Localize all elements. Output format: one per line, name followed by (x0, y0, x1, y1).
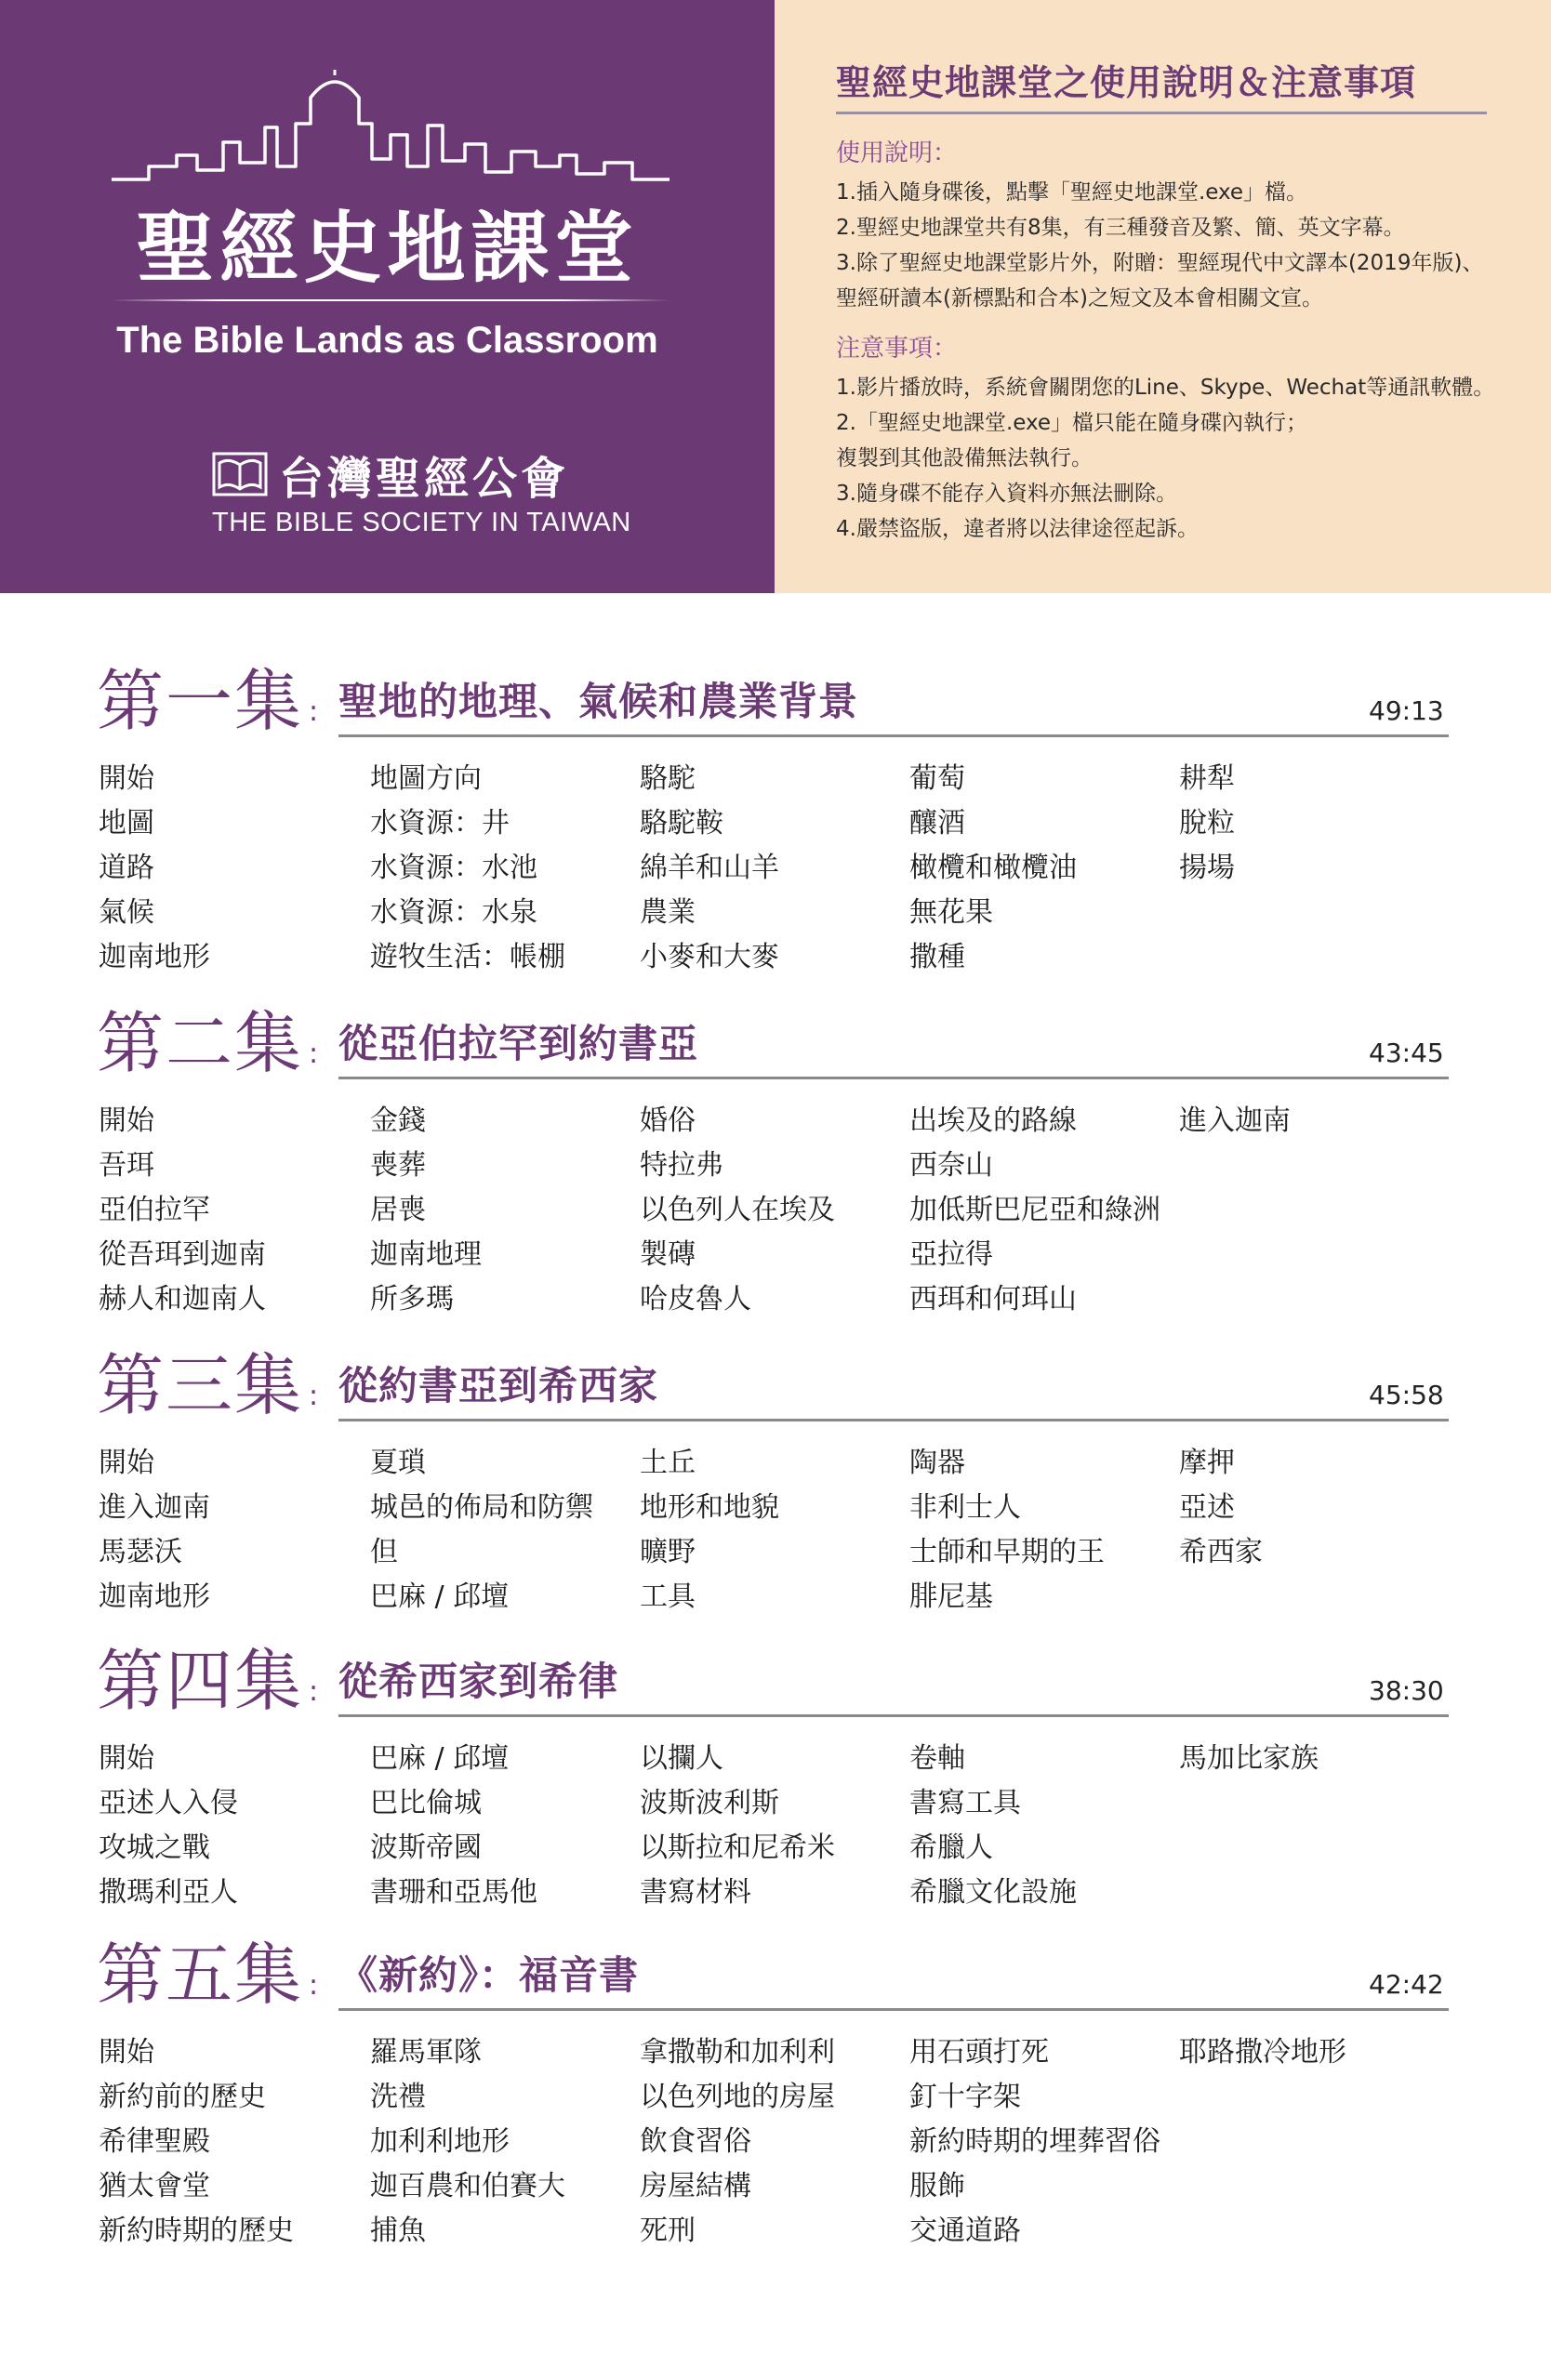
chapter-item: 新約時期的埋葬習俗 (909, 2125, 1160, 2158)
chapter-item: 以色列地的房屋 (640, 2081, 835, 2113)
chapter-item: 氣候 (99, 896, 154, 929)
chapter-item: 摩押 (1179, 1447, 1235, 1479)
note-line: 3.隨身碟不能存入資料亦無法刪除。 (836, 482, 1177, 506)
chapter-item: 製磚 (640, 1238, 696, 1271)
chapter-item: 亞拉得 (909, 1238, 993, 1271)
chapter-item: 釀酒 (909, 807, 965, 840)
chapter-item: 喪葬 (370, 1149, 426, 1182)
note-line: 複製到其他設備無法執行。 (836, 446, 1093, 470)
chapter-item: 曠野 (640, 1536, 696, 1568)
chapter-item: 西珥和何珥山 (909, 1283, 1077, 1316)
chapter-item: 小麥和大麥 (640, 941, 779, 973)
chapter-item: 開始 (99, 2036, 154, 2069)
chapter-item: 馬瑟沃 (99, 1536, 182, 1568)
chapter-item: 加利利地形 (370, 2125, 510, 2158)
episode-title: 從亞伯拉罕到約書亞 (338, 1021, 699, 1066)
episode-divider (338, 734, 1449, 737)
chapter-item: 腓尼基 (909, 1580, 993, 1613)
chapter-item: 撒瑪利亞人 (99, 1876, 238, 1909)
episode-divider (338, 1419, 1449, 1421)
episode-label: 第三集 (97, 1346, 304, 1424)
chapter-item: 巴比倫城 (370, 1787, 482, 1819)
main-title: 聖經史地課堂 (136, 202, 639, 294)
episode-divider (338, 1714, 1449, 1717)
chapter-item: 釘十字架 (909, 2081, 1021, 2113)
note-line: 2.「聖經史地課堂.exe」檔只能在隨身碟內執行； (836, 411, 1308, 435)
chapter-item: 洗禮 (370, 2081, 426, 2113)
chapter-item: 馬加比家族 (1179, 1742, 1319, 1775)
chapter-item: 但 (370, 1536, 398, 1568)
episode-label: 第二集 (97, 1004, 304, 1082)
chapter-item: 從吾珥到迦南 (99, 1238, 266, 1271)
chapter-item: 服飾 (909, 2170, 965, 2202)
chapter-item: 以斯拉和尼希米 (640, 1831, 835, 1864)
episode-colon: : (309, 1675, 319, 1708)
episode-divider (338, 2008, 1449, 2011)
chapter-item: 新約時期的歷史 (99, 2215, 294, 2247)
jerusalem-skyline-icon (112, 70, 669, 191)
chapter-item: 波斯波利斯 (640, 1787, 779, 1819)
chapter-item: 開始 (99, 762, 154, 795)
chapter-item: 葡萄 (909, 762, 965, 795)
episode-title: 《新約》：福音書 (338, 1952, 640, 1998)
chapter-item: 土丘 (640, 1447, 696, 1479)
episode-label: 第五集 (97, 1936, 304, 2014)
chapter-item: 巴麻 / 邱壇 (370, 1742, 510, 1775)
chapter-item: 地形和地貌 (640, 1491, 779, 1524)
usage-line: 2.聖經史地課堂共有8集，有三種發音及繁、簡、英文字幕。 (836, 216, 1405, 240)
chapter-item: 夏瑣 (370, 1447, 426, 1479)
chapter-item: 士師和早期的王 (909, 1536, 1105, 1568)
chapter-item: 希西家 (1179, 1536, 1263, 1568)
note-line: 1.影片播放時，系統會關閉您的Line、Skype、Wechat等通訊軟體。 (836, 376, 1495, 400)
chapter-item: 書寫材料 (640, 1876, 751, 1909)
chapter-item: 城邑的佈局和防禦 (370, 1491, 593, 1524)
usage-line: 1.插入隨身碟後，點擊「聖經史地課堂.exe」檔。 (836, 180, 1308, 205)
chapter-item: 以色列人在埃及 (640, 1194, 835, 1226)
instructions-panel (775, 0, 1551, 593)
chapter-item: 希臘文化設施 (909, 1876, 1077, 1909)
chapter-item: 加低斯巴尼亞和綠洲 (909, 1194, 1160, 1226)
chapter-item: 用石頭打死 (909, 2036, 1049, 2069)
episode-duration: 43:45 (1369, 1038, 1444, 1068)
chapter-item: 書珊和亞馬他 (370, 1876, 537, 1909)
chapter-item: 拿撒勒和加利利 (640, 2036, 835, 2069)
chapter-item: 道路 (99, 852, 154, 884)
episode-duration: 38:30 (1369, 1675, 1444, 1706)
chapter-item: 綿羊和山羊 (640, 852, 779, 884)
chapter-item: 巴麻 / 邱壇 (370, 1580, 510, 1613)
chapter-item: 地圖方向 (370, 762, 482, 795)
chapter-item: 地圖 (99, 807, 154, 840)
chapter-item: 金錢 (370, 1104, 426, 1137)
chapter-item: 亞述 (1179, 1491, 1235, 1524)
chapter-item: 交通道路 (909, 2215, 1021, 2247)
chapter-item: 飲食習俗 (640, 2125, 751, 2158)
header (0, 0, 1551, 593)
episode-colon: : (309, 695, 319, 728)
chapter-item: 亞伯拉罕 (99, 1194, 210, 1226)
episode-divider (338, 1077, 1449, 1079)
instructions-title: 聖經史地課堂之使用說明＆注意事項 (836, 62, 1417, 103)
chapter-item: 吾珥 (99, 1149, 154, 1182)
usage-line: 3.除了聖經史地課堂影片外，附贈：聖經現代中文譯本(2019年版)、 (836, 251, 1484, 275)
chapter-item: 迦南地形 (99, 941, 210, 973)
chapter-item: 駱駝 (640, 762, 696, 795)
open-bible-icon (212, 450, 268, 498)
chapter-item: 希律聖殿 (99, 2125, 210, 2158)
chapter-item: 新約前的歷史 (99, 2081, 266, 2113)
usage-line: 聖經研讀本(新標點和合本)之短文及本會相關文宣。 (836, 286, 1323, 311)
chapter-item: 開始 (99, 1104, 154, 1137)
episode-colon: : (309, 1969, 319, 2002)
chapter-item: 捕魚 (370, 2215, 426, 2247)
episode-colon: : (309, 1038, 319, 1070)
chapter-item: 撒種 (909, 941, 965, 973)
chapter-item: 出埃及的路線 (909, 1104, 1077, 1137)
note-line: 4.嚴禁盜版，違者將以法律途徑起訴。 (836, 517, 1199, 541)
episode-title: 從約書亞到希西家 (338, 1363, 659, 1408)
chapter-item: 婚俗 (640, 1104, 696, 1137)
chapter-item: 水資源：水泉 (370, 896, 537, 929)
chapter-item: 水資源：水池 (370, 852, 537, 884)
chapter-item: 以攔人 (640, 1742, 723, 1775)
chapter-item: 迦南地理 (370, 1238, 482, 1271)
chapter-item: 遊牧生活：帳棚 (370, 941, 565, 973)
notes-heading: 注意事項： (836, 335, 958, 363)
episode-label: 第一集 (97, 662, 304, 740)
society-logo (212, 444, 569, 504)
chapter-item: 陶器 (909, 1447, 965, 1479)
chapter-item: 猶太會堂 (99, 2170, 210, 2202)
chapter-item: 書寫工具 (909, 1787, 1021, 1819)
chapter-item: 特拉弗 (640, 1149, 723, 1182)
chapter-item: 工具 (640, 1580, 696, 1613)
chapter-item: 橄欖和橄欖油 (909, 852, 1077, 884)
chapter-item: 無花果 (909, 896, 993, 929)
episode-label: 第四集 (97, 1642, 304, 1720)
chapter-item: 死刑 (640, 2215, 696, 2247)
episode-title: 從希西家到希律 (338, 1659, 619, 1704)
chapter-item: 攻城之戰 (99, 1831, 210, 1864)
chapter-item: 卷軸 (909, 1742, 965, 1775)
chapter-item: 希臘人 (909, 1831, 993, 1864)
chapter-item: 進入迦南 (99, 1491, 210, 1524)
chapter-item: 迦南地形 (99, 1580, 210, 1613)
chapter-item: 赫人和迦南人 (99, 1283, 266, 1316)
chapter-item: 駱駝鞍 (640, 807, 723, 840)
chapter-item: 非利士人 (909, 1491, 1021, 1524)
chapter-item: 房屋結構 (640, 2170, 751, 2202)
chapter-item: 開始 (99, 1742, 154, 1775)
chapter-item: 開始 (99, 1447, 154, 1479)
chapter-item: 羅馬軍隊 (370, 2036, 482, 2069)
society-name-en: THE BIBLE SOCIETY IN TAIWAN (212, 508, 631, 537)
episode-duration: 45:58 (1369, 1380, 1444, 1410)
chapter-item: 居喪 (370, 1194, 426, 1226)
chapter-item: 西奈山 (909, 1149, 993, 1182)
chapter-item: 水資源：井 (370, 807, 510, 840)
chapter-item: 哈皮魯人 (640, 1283, 751, 1316)
brand-panel (0, 0, 775, 593)
instructions-divider (836, 112, 1487, 114)
chapter-item: 波斯帝國 (370, 1831, 482, 1864)
chapter-item: 耕犁 (1179, 762, 1235, 795)
chapter-item: 亞述人入侵 (99, 1787, 238, 1819)
episode-title: 聖地的地理、氣候和農業背景 (338, 679, 859, 724)
episode-duration: 49:13 (1369, 695, 1444, 726)
chapter-item: 脫粒 (1179, 807, 1235, 840)
chapter-item: 所多瑪 (370, 1283, 454, 1316)
society-name: 台灣聖經公會 (279, 452, 570, 505)
chapter-item: 進入迦南 (1179, 1104, 1291, 1137)
usage-heading: 使用說明： (836, 139, 958, 167)
episode-duration: 42:42 (1369, 1969, 1444, 2000)
chapter-item: 揚場 (1179, 852, 1235, 884)
chapter-item: 迦百農和伯賽大 (370, 2170, 565, 2202)
title-divider (112, 299, 669, 301)
chapter-item: 農業 (640, 896, 696, 929)
episode-colon: : (309, 1380, 319, 1412)
english-subtitle: The Bible Lands as Classroom (116, 320, 658, 361)
chapter-item: 耶路撒冷地形 (1179, 2036, 1346, 2069)
